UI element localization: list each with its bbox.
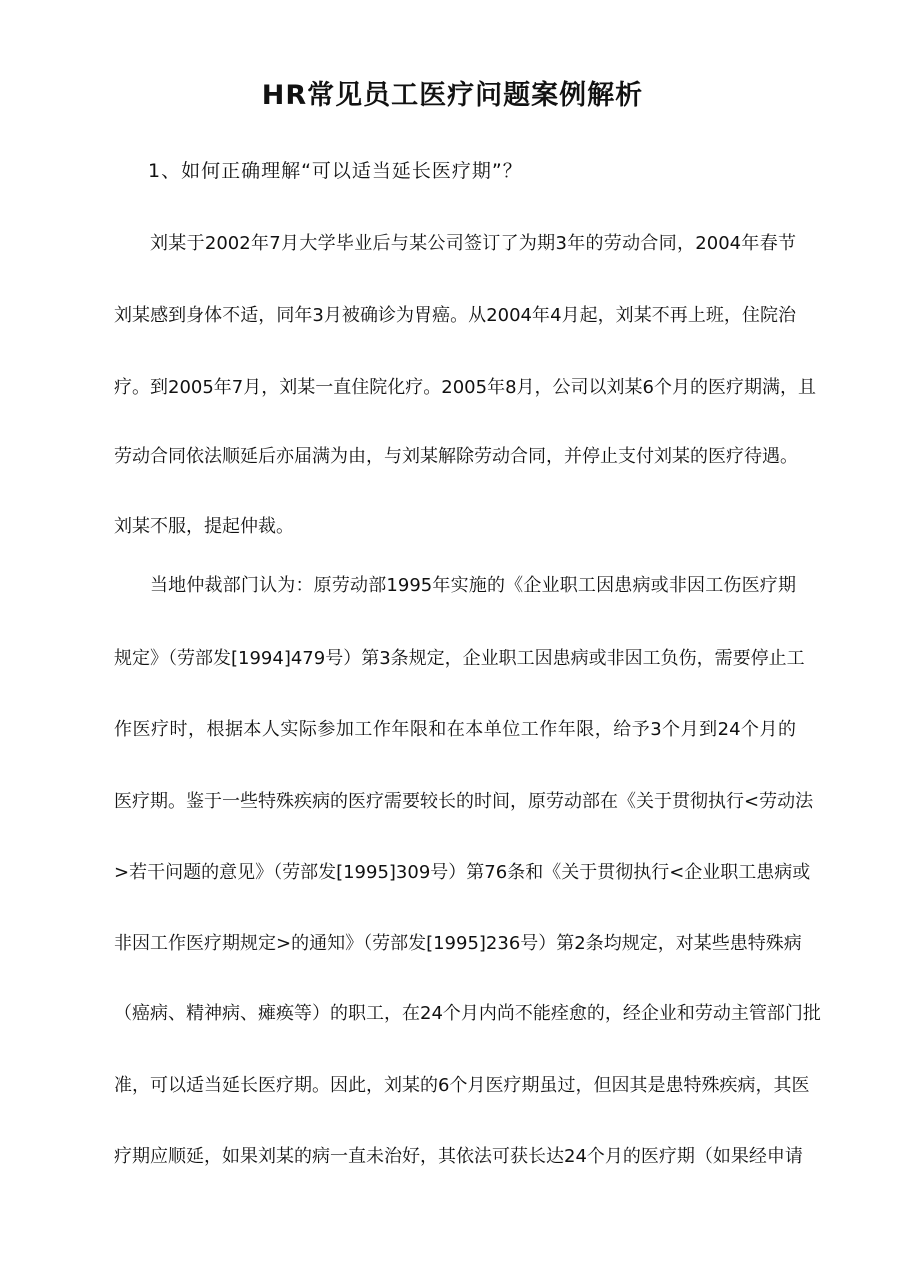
- text-line: 准，可以适当延长医疗期。因此，刘某的6个月医疗期虽过，但因其是患特殊疾病，其医: [114, 1075, 810, 1096]
- text-line: 疗。到2005年7月，刘某一直住院化疗。2005年8月，公司以刘某6个月的医疗期满，且: [114, 377, 816, 398]
- text-line: 医疗期。鉴于一些特殊疾病的医疗需要较长的时间，原劳动部在《关于贯彻执行<劳动法: [114, 791, 814, 812]
- text-line: 刘某于2002年7月大学毕业后与某公司签订了为期3年的劳动合同，2004年春节: [150, 233, 796, 254]
- document-title: HR常见员工医疗问题案例解析: [261, 80, 644, 111]
- text-line: 非因工作医疗期规定>的通知》（劳部发[1995]236号）第2条均规定，对某些患特殊病: [114, 933, 802, 954]
- text-line: >若干问题的意见》（劳部发[1995]309号）第76条和《关于贯彻执行<企业职工患病或: [114, 862, 811, 883]
- text-line: 作医疗时，根据本人实际参加工作年限和在本单位工作年限，给予3个月到24个月的: [114, 719, 796, 740]
- text-line: 刘某不服，提起仲裁。: [114, 516, 294, 537]
- text-line: 疗期应顺延，如果刘某的病一直未治好，其依法可获长达24个月的医疗期（如果经申请: [114, 1146, 803, 1167]
- question-heading: 1、如何正确理解“可以适当延长医疗期”？: [148, 160, 523, 182]
- text-line: （癌病、精神病、瘫痪等）的职工，在24个月内尚不能痊愈的，经企业和劳动主管部门批: [114, 1003, 821, 1024]
- text-line: 当地仲裁部门认为：原劳动部1995年实施的《企业职工因患病或非因工伤医疗期: [150, 575, 796, 596]
- text-line: 刘某感到身体不适，同年3月被确诊为胃癌。从2004年4月起，刘某不再上班，住院治: [114, 305, 796, 326]
- text-line: 规定》（劳部发[1994]479号）第3条规定，企业职工因患病或非因工负伤，需要停止工: [114, 648, 805, 669]
- text-line: 劳动合同依法顺延后亦届满为由，与刘某解除劳动合同，并停止支付刘某的医疗待遇。: [114, 446, 798, 467]
